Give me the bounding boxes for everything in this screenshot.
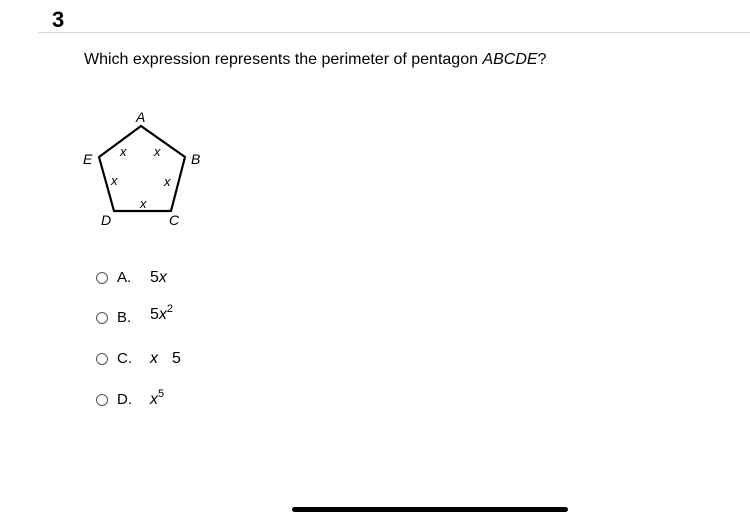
choice-expression-d <box>150 390 164 410</box>
prompt-end: ? <box>537 51 547 68</box>
prompt-text: Which expression represents the perimeter of pentagon <box>84 51 483 68</box>
coefficient: 5 <box>150 306 159 323</box>
variable: x <box>150 350 158 367</box>
constant: 5 <box>172 350 181 367</box>
vertex-label-d: D <box>101 212 112 228</box>
side-label-de: x <box>111 173 118 188</box>
prompt-shape-name: ABCDE <box>482 51 538 68</box>
question-prompt <box>84 50 546 70</box>
vertex-label-c: C <box>169 212 180 228</box>
side-label-cd: x <box>140 196 147 211</box>
choice-expression-c <box>150 349 181 369</box>
choice-letter-c: C. <box>117 350 132 367</box>
question-number: 3 <box>52 7 65 32</box>
choice-expression-a <box>150 268 167 288</box>
exponent: 5 <box>158 388 165 400</box>
vertex-label-e: E <box>83 151 93 167</box>
vertex-label-a: A <box>136 109 146 125</box>
choice-c[interactable] <box>96 349 296 373</box>
radio-button-d[interactable] <box>96 394 108 406</box>
header-divider <box>38 32 750 33</box>
exponent: 2 <box>166 303 174 315</box>
choice-letter-b: B. <box>117 309 132 326</box>
radio-button-b[interactable] <box>96 312 108 324</box>
pentagon-figure <box>78 104 210 232</box>
side-label-ea: x <box>120 144 127 159</box>
choice-expression-b <box>150 305 173 325</box>
choice-letter-a: A. <box>117 269 132 286</box>
radio-button-c[interactable] <box>96 353 108 365</box>
home-indicator[interactable] <box>292 507 568 512</box>
side-label-ab: x <box>154 144 161 159</box>
choice-letter-d: D. <box>117 391 132 408</box>
choice-b[interactable] <box>96 303 296 332</box>
coefficient: 5 <box>150 269 159 286</box>
side-label-bc: x <box>164 174 171 189</box>
choice-a[interactable] <box>96 268 296 292</box>
choice-d[interactable] <box>96 390 296 414</box>
vertex-label-b: B <box>191 151 201 167</box>
radio-button-a[interactable] <box>96 272 108 284</box>
variable: x <box>150 391 158 408</box>
variable: x <box>158 269 167 286</box>
variable: x <box>158 306 167 323</box>
pentagon-diagram <box>78 104 210 232</box>
